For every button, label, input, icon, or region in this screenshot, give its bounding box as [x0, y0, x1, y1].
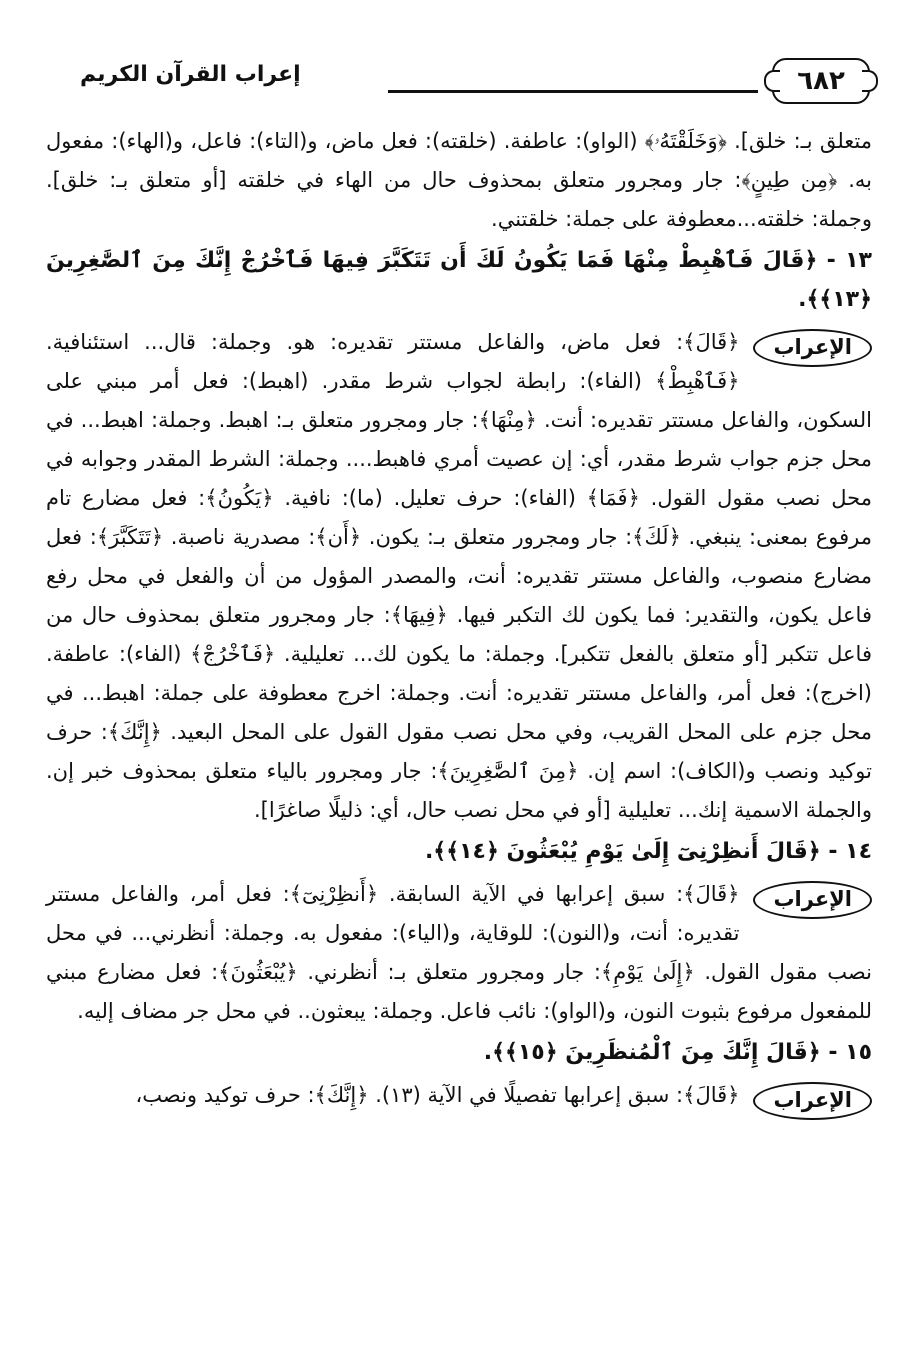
- irab-14-text: ﴿قَالَ﴾: سبق إعرابها في الآية السابقة. ﴿أَنظِرْنِىٓ﴾: فعل أمر، والفاعل مستتر تقديره: أنت، و(النون): للوقاية، و(الياء): مفعول به. وجملة: أنظرني... في محل نصب مقول القول. ﴿إِلَىٰ يَوْمِ﴾: جار ومجرور متعلق بـ: أنظرني. ﴿يُبْعَثُونَ﴾: فعل مضارع مبني للمفعول مرفوع بثبوت النون، و(الواو): نائب فاعل. وجملة: يبعثون.. في محل جر مضاف إليه.: [46, 882, 872, 1023]
- verse-15-text: ﴿قَالَ إِنَّكَ مِنَ ٱلْمُنظَرِينَ ﴿١٥﴾﴾.: [483, 1040, 821, 1065]
- verse-15-number: ١٥ -: [828, 1040, 872, 1065]
- page-content: [46, 122, 872, 1122]
- irab-15-text: ﴿قَالَ﴾: سبق إعرابها تفصيلًا في الآية (١٣). ﴿إِنَّكَ﴾: حرف توكيد ونصب،: [135, 1083, 740, 1107]
- irab-badge: الإعراب: [753, 1082, 872, 1120]
- verse-13-number: ١٣ -: [826, 248, 872, 273]
- verse-14-number: ١٤ -: [828, 839, 872, 864]
- book-title: إعراب القرآن الكريم: [80, 62, 301, 87]
- irab-section-13: [46, 323, 872, 830]
- page-number: ٦٨٢: [772, 58, 870, 104]
- irab-badge: الإعراب: [753, 329, 872, 367]
- irab-section-14: [46, 875, 872, 1031]
- irab-section-15: [46, 1076, 872, 1115]
- verse-14: [46, 832, 872, 871]
- verse-13: [46, 241, 872, 319]
- paragraph-continuation: متعلق بـ: خلق]. ﴿وَخَلَقْتَهُۥ﴾ (الواو): عاطفة. (خلقته): فعل ماض، و(التاء): فاعل، و(الهاء): مفعول به. ﴿مِن طِينٍ﴾: جار ومجرور متعلق بمحذوف حال من الهاء في خلقته [أو متعلق بـ: خلق]. وجملة: خلقته...معطوفة على جملة: خلقتني.: [46, 129, 872, 231]
- page-header: [80, 58, 870, 102]
- irab-badge: الإعراب: [753, 881, 872, 919]
- verse-14-text: ﴿قَالَ أَنظِرْنِىٓ إِلَىٰ يَوْمِ يُبْعَثُونَ ﴿١٤﴾﴾.: [424, 839, 821, 864]
- irab-13-text: ﴿قَالَ﴾: فعل ماض، والفاعل مستتر تقديره: هو. وجملة: قال... استئنافية. ﴿فَٱهْبِطْ﴾ (الفاء): رابطة لجواب شرط مقدر. (اهبط): فعل أمر مبني على السكون، والفاعل مستتر تقديره: أنت. ﴿مِنْهَا﴾: جار ومجرور متعلق بـ: اهبط. وجملة: اهبط... في محل جزم جواب شرط مقدر، أي: إن عصيت أمري فاهبط.... وجملة: الشرط المقدر وجوابه في محل نصب مقول القول. ﴿فَمَا﴾ (الفاء): حرف تعليل. (ما): نافية. ﴿يَكُونُ﴾: فعل مضارع تام مرفوع بمعنى: ينبغي. ﴿لَكَ﴾: جار ومجرور متعلق بـ: يكون. ﴿أَن﴾: مصدرية ناصبة. ﴿تَتَكَبَّرَ﴾: فعل مضارع منصوب، والفاعل مستتر تقديره: أنت، والمصدر المؤول من أن والفعل في محل رفع فاعل يكون، والتقدير: فما يكون لك التكبر فيها. ﴿فِيهَا﴾: جار ومجرور متعلق بمحذوف حال من فاعل تتكبر [أو متعلق بالفعل تتكبر]. وجملة: ما يكون لك... تعليلية. ﴿فَٱخْرُجْ﴾ (الفاء): عاطفة. (اخرج): فعل أمر، والفاعل مستتر تقديره: أنت. وجملة: اخرج معطوفة على جملة: اهبط... في محل جزم على المحل القريب، وفي محل نصب مقول القول على المحل البعيد. ﴿إِنَّكَ﴾: حرف توكيد ونصب و(الكاف): اسم إن. ﴿مِنَ ٱلصَّٰغِرِينَ﴾: جار ومجرور بالياء متعلق بمحذوف خبر إن. والجملة الاسمية إنك... تعليلية [أو في محل نصب حال، أي: ذليلًا صاغرًا].: [46, 330, 872, 822]
- header-rule: [388, 90, 758, 93]
- verse-13-text: ﴿قَالَ فَٱهْبِطْ مِنْهَا فَمَا يَكُونُ لَكَ أَن تَتَكَبَّرَ فِيهَا فَٱخْرُجْ إِنَّكَ مِنَ ٱلصَّٰغِرِينَ ﴿١٣﴾﴾.: [46, 248, 872, 312]
- verse-15: [46, 1033, 872, 1072]
